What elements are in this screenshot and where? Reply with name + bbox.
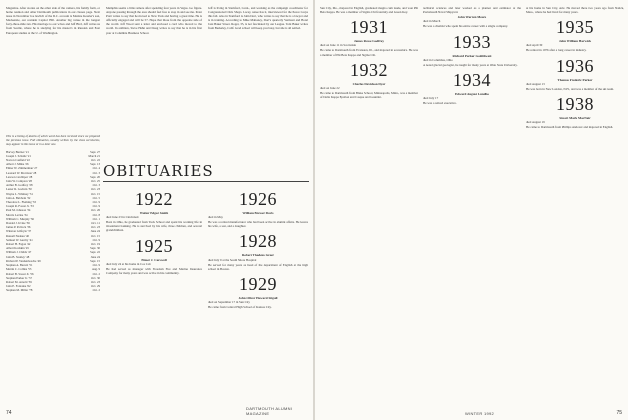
obituary-text: He was a retired manufacturer who had been active in alumni affairs. He leaves his wife, a son, and a daughter. [208, 220, 308, 229]
death-row: Elmer W. Zimmerman '27 Oct. 4 [6, 166, 100, 171]
death-row: Theodore L. Fleming '33 Oct. 9 [6, 200, 100, 205]
obituary-text: A noted glacial geologist, he taught for many years at Ohio State University. [423, 62, 518, 67]
death-row: Richard P. Vandenbosche '49 Sept. 15 [6, 258, 100, 263]
obituary-date: died on September 17 in Sun City [208, 300, 250, 305]
deaths-list [6, 150, 100, 293]
right-page [315, 0, 628, 420]
obituary-name: James Rowe Godfrey [354, 39, 384, 44]
death-row: Lester R. Godwin '30 Oct. 23 [6, 187, 100, 192]
death-row: Robert B. Sweet Jr. '56 Oct. 2 [6, 271, 100, 276]
death-row: Russell Nadeau '40 Oct. 15 [6, 233, 100, 238]
death-row: Stephen A. Barrett '51 Oct. 9 [6, 263, 100, 268]
class-year-heading: 1936 [556, 55, 594, 76]
class-year-heading: 1925 [135, 235, 173, 256]
death-row: Robert M. Arnold '59 Oct. 23 [6, 279, 100, 284]
left-obit-column-2 [208, 186, 308, 398]
death-row: Arthur B. Godfrey '28 Oct. 3 [6, 183, 100, 188]
page-number: 74 [6, 410, 12, 416]
magazine-footer: WINTER 1992 [465, 411, 495, 416]
right-top-column-2-text: technical sciences and later worked as a planner and estimator at the Portsmouth Naval Shipyard. [423, 6, 521, 15]
obituary-name: John Oliver Howard Stigall [238, 295, 278, 300]
left-top-column-3-text: Jeff is living in Stamford, Conn., and working as the campaign coordinator for Congressional Chris Shays. Lacey, renee has it, interviewed for the Peace Corps this fall. Also in Stamford is John Dort, who writes to say that he is a lawyer and is in training. According to Mike Mahoney, Dort's quarterly Vermont and Hotel Jazz Baker Street. Roger, 35, is not fascinated by our League. Toni Baker writes from Berkeley, Calif. Grad school will keep you busy, but she is all settled. [208, 6, 308, 31]
right-column-1 [320, 6, 418, 406]
death-row: John E. Fontaine '62 Oct. 29 [6, 284, 100, 289]
right-column-3 [526, 6, 624, 406]
obituary-text: He came to Dartmouth from Evanston, Ill., and majored in economics. He was a member of Phi Beta Kappa and Sigma Chi. [320, 48, 418, 57]
death-row: Joseph R. Forest Jr. '33 Oct. 9 [6, 204, 100, 209]
death-row: Lawson van Riper '28 Sept. 20 [6, 174, 100, 179]
death-row: William J. Childs '47 Sept. 22 [6, 250, 100, 255]
class-year-heading: 1926 [239, 189, 277, 209]
death-row: Winston Gilfoyle '37 June 24 [6, 229, 100, 234]
obituary-text: He was a chemist who spent his entire career with a single company. [423, 24, 508, 29]
death-row: John A. Baldwin '32 Oct. 5 [6, 195, 100, 200]
left-obit-column-1 [106, 186, 202, 398]
obituary-name: John Warren Mears [457, 15, 487, 20]
left-top-column-3 [208, 6, 308, 156]
death-row: Joseph J. Schultz '21 March 21 [6, 153, 100, 158]
obituary-name: Richard Parker Goldthwait [452, 53, 492, 58]
death-row: Morris Levine '34 Oct. 8 [6, 212, 100, 217]
obituary-name: Thomas Frederic Parker [557, 77, 593, 82]
obituary-name: John William Harwick [558, 39, 592, 44]
death-row: Albert J. Milne '26 Sept. 13 [6, 162, 100, 167]
death-row: Norton Canfield '22 Oct. 22 [6, 158, 100, 163]
death-row: Leonard W. Morrison '28 Oct. 3 [6, 170, 100, 175]
class-year-heading: 1935 [556, 17, 594, 38]
class-year-heading: 1931 [350, 17, 388, 38]
death-row: John W. Compton '28 Oct. 25 [6, 179, 100, 184]
death-row: Harvey Burtzer '21 Sept. 27 [6, 149, 100, 154]
obituary-text: Born in Ohio, he graduated from Tuck School and spent his working life in investment banking. He is survived by his wife, three children, and several grandchildren. [106, 220, 202, 233]
death-row: John B. Stanley '48 June 24 [6, 254, 100, 259]
right-column-2 [423, 6, 521, 406]
class-year-heading: 1928 [239, 231, 277, 252]
obituary-name: Robert Thadeus Greer [242, 253, 274, 258]
obituary-text: He came from Central High School of Kansas City. [208, 305, 272, 310]
death-row: William C. Murphy '36 Oct. 1 [6, 216, 100, 221]
heading-rule [103, 181, 309, 182]
obituary-text: He came to Dartmouth from Blake School, Minneapolis, Minn., was a member of Delta Kappa Epsilon and Casque and Gauntlet. [320, 90, 418, 100]
obituary-text: He retired in 1976 after a long career in industry. [526, 48, 587, 53]
left-top-column-1-text: Magazine. After stories on the other side of the camera, his family farm, or home reunion and other Dartmouth publications in our classes page. Next issue in November Joe lawlich of the D.C. account is Maxine Kessler's son, Mackenzie, our resident Capitol Hill. Another big venue in the longest forty-three-mile run. His marriage to our wives and Jeff Bird, Jeff writes us from Seattle, where he is studying for his master's in Russian and East European studies at the U. of Washington. [6, 6, 100, 35]
class-year-heading: 1932 [350, 59, 388, 80]
obituary-name: William Brewer Davis [242, 211, 274, 215]
page-number: 75 [616, 410, 622, 416]
obituary-date: died on June 22 [320, 85, 340, 90]
class-year-heading: 1929 [239, 273, 277, 294]
death-row: Paul M. Johnson '34 Oct. 26 [6, 208, 100, 213]
death-row: Stephen M. Miller '78 Oct. 2 [6, 288, 100, 293]
obituary-name: Walter Edgar Smith [139, 211, 169, 215]
left-page [0, 0, 313, 420]
deaths-sidebar [6, 134, 100, 396]
obituary-date: died June 23 in Cincinnati [106, 215, 139, 220]
obituary-date: died in Columbus, Ohio [423, 57, 453, 62]
class-year-heading: 1938 [556, 93, 594, 114]
right-top-column-3-text: at his home in Sun City, Ariz. He moved there two years ago from Natick, Mass., where he had lived for many years. [526, 6, 624, 15]
left-top-column-2 [106, 6, 202, 156]
obituary-date: died July 17 [423, 96, 439, 101]
class-year-heading: 1922 [135, 189, 173, 209]
obituary-text: He had served as manager with Freedom Fire and Marine Insurance Company for many years and was active in his community. [106, 266, 202, 275]
death-row: Donald J. Irvine '36 Oct. 11 [6, 221, 100, 226]
class-year-heading: 1933 [453, 31, 491, 52]
death-row: Samuel W. Garrity '41 Oct. 9 [6, 237, 100, 242]
deaths-intro: This is a listing of deaths of which word has been received since we prepared the previous issue. Full obituaries, usually written by the class secretaries, may appear in this issue or in a later one. [6, 134, 100, 147]
magazine-footer: DARTMOUTH ALUMNI MAGAZINE [246, 406, 293, 416]
death-row: Albert Koshkin '45 Sept. 30 [6, 246, 100, 251]
obituary-text: He served for many years as head of the department of English at the high school in Boston. [208, 262, 308, 271]
obituary-name: Charles Davidson Dyer [352, 81, 386, 86]
obituary-date: died July 24 at his home in Cos Cob [106, 261, 151, 266]
class-year-heading: 1934 [453, 69, 491, 90]
obituary-date: died in March [423, 19, 441, 24]
obituary-name: Stuart Mark MacNair [559, 115, 591, 120]
left-top-column-2-text: Memphis seems a little remote after spending four years in Vegas. Go figure. Anyone passing through the area should feel free to stop in and see me. Peter Pratt writes to say that he moved to New York and having a great time. He is officially engaged and will be 57. Hope that those from the opposite side of the world. Jeff Wood sent a letter and enclosed a card who moved to the world. In addition, Steve Hahn and Doug writes to say that he is in his first year at Columbia Business School. [106, 6, 202, 35]
obituary-text: He was a retired executive. [423, 101, 457, 106]
obituary-text: He was born in New London, N.H., and was a member of the ski team. [526, 86, 614, 91]
death-row: Robert H. Fagon '42 Oct. 19 [6, 242, 100, 247]
obituary-date: died August 13 [526, 81, 545, 86]
obituary-date: died on June 11 in Scottsdale [320, 43, 357, 48]
obituary-text: He came to Dartmouth from Phillips Andover and majored in English. [526, 125, 614, 130]
obituary-date: died August 19 [526, 120, 545, 125]
obituary-date: died in May [208, 215, 223, 220]
obituary-date: died July 9 at the South Shore Hospital [208, 257, 257, 262]
death-row: Stephen Parker Jr. '57 Oct. 30 [6, 275, 100, 280]
death-row: Wayne L. Whitney '31 Oct. 15 [6, 191, 100, 196]
obituary-name: Elmer J. Carswell [141, 257, 167, 262]
obituaries-heading: OBITUARIES [103, 162, 214, 180]
right-top-column-1-text: Sun City, Mo., majored in English, graduated magna cum laude, and won Phi Beta Kappa. He was a member of Sigma Chi fraternity and Green Key. [320, 6, 418, 15]
left-top-column-1 [6, 6, 100, 134]
death-row: James P. Pollock '36 Oct. 23 [6, 225, 100, 230]
death-row: Martin C. Collins '53 Aug. 9 [6, 267, 100, 272]
obituary-name: Edward August Lundbo [454, 91, 490, 96]
obituary-date: died April 30 [526, 43, 543, 48]
